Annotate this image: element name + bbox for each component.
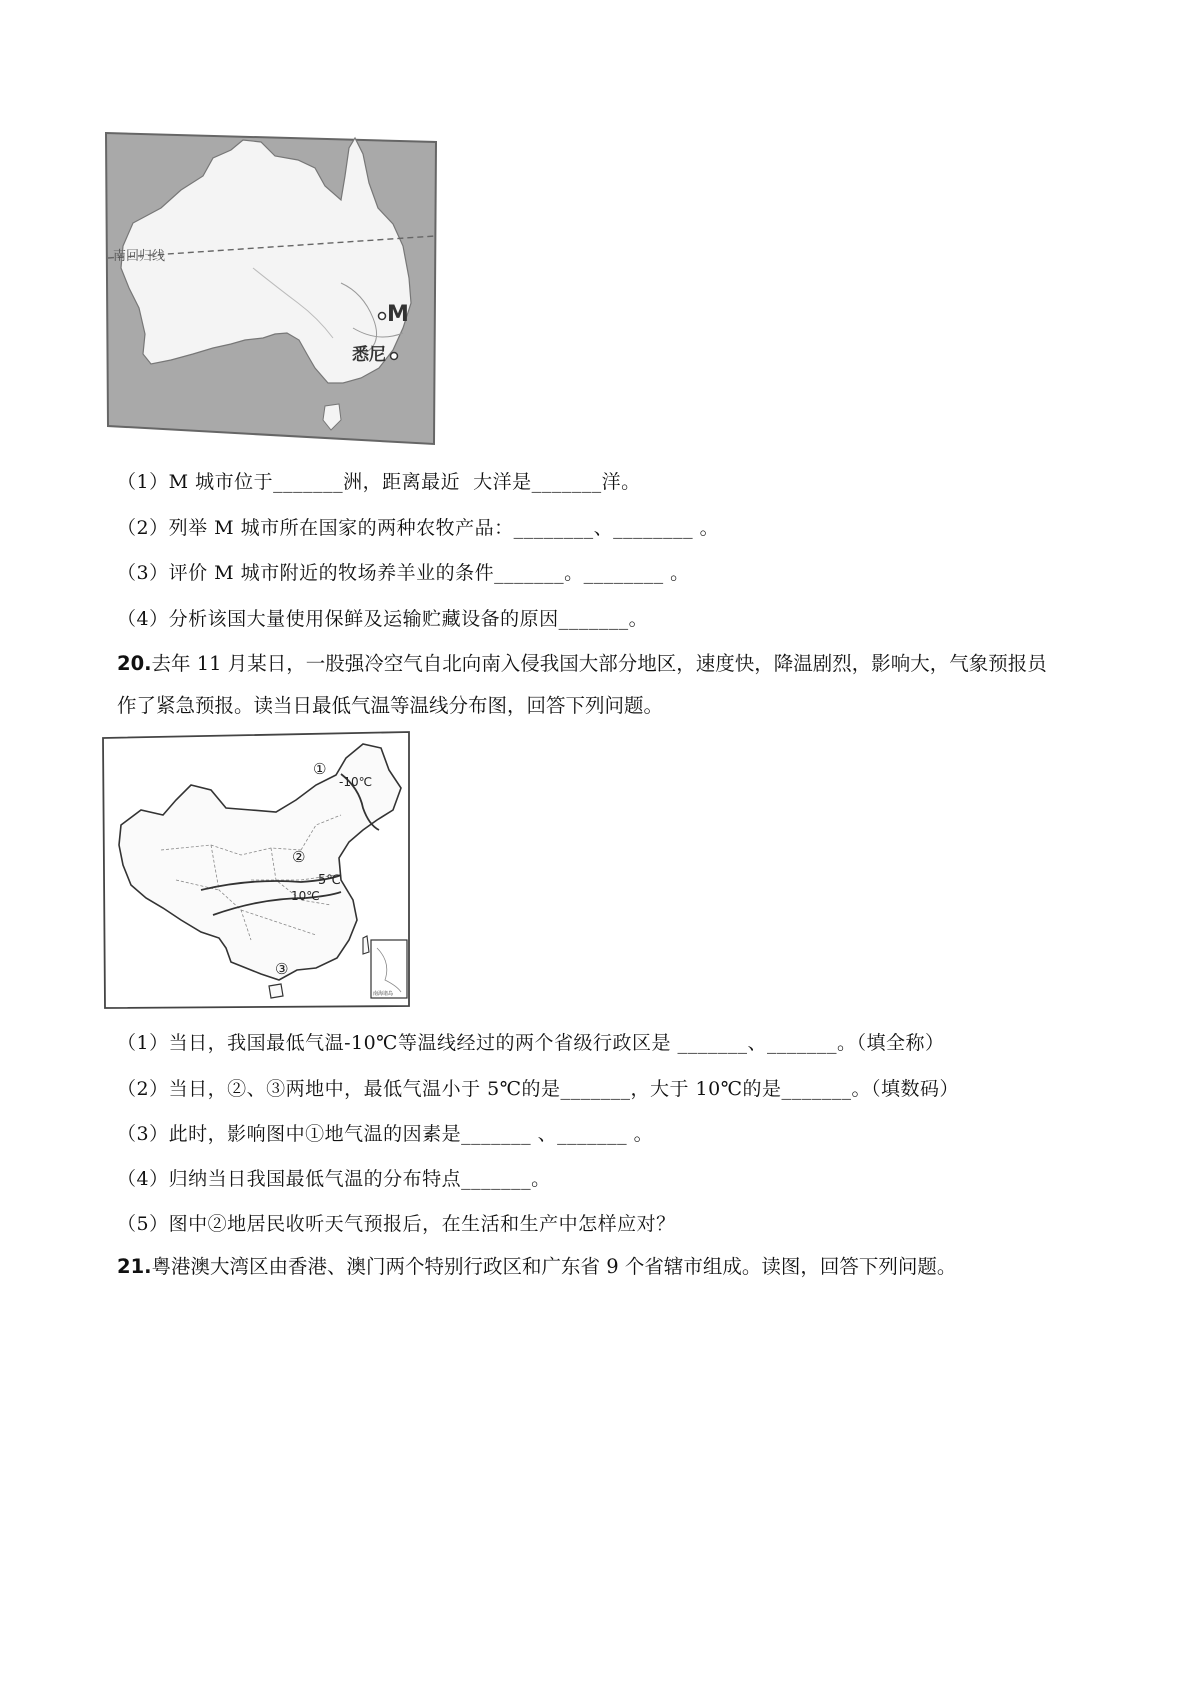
q20-stem-text1: 去年 11 月某日，一股强冷空气自北向南入侵我国大部分地区，速度快，降温剧烈，影响大，气象预报员 xyxy=(151,652,1047,675)
q20-sub5: （5）图中②地居民收听天气预报后，在生活和生产中怎样应对？ xyxy=(117,1213,676,1235)
q19-sub2: （2）列举 M 城市所在国家的两种农牧产品：________、________ 。 xyxy=(117,517,720,539)
q20-sub1: （1）当日，我国最低气温-10℃等温线经过的两个省级行政区是 _______、_______。（填全称） xyxy=(117,1032,945,1054)
q21-stem xyxy=(117,1255,956,1279)
q21-stem-text: 粤港澳大湾区由香港、澳门两个特别行政区和广东省 9 个省辖市组成。读图，回答下列问题。 xyxy=(151,1255,957,1278)
city-m-marker xyxy=(379,313,386,320)
q21-number: 21. xyxy=(117,1255,152,1278)
city-m-label: M xyxy=(387,302,409,327)
tropic-label: 南回归线 xyxy=(113,249,166,264)
q19-sub3: （3）评价 M 城市附近的牧场养羊业的条件_______。________ 。 xyxy=(117,562,690,584)
sydney-label: 悉尼 xyxy=(352,345,386,365)
isotherm-minus10-label: -10℃ xyxy=(339,775,373,789)
sydney-marker xyxy=(391,353,398,360)
hainan-island xyxy=(269,984,283,998)
inset-label: 南海诸岛 xyxy=(373,991,394,997)
china-map-svg xyxy=(101,730,413,1010)
q20-sub2: （2）当日，②、③两地中，最低气温小于 5℃的是_______，大于 10℃的是_______。（填数码） xyxy=(117,1078,959,1100)
south-china-sea-inset xyxy=(371,940,407,998)
point-2-label: ② xyxy=(292,848,306,866)
q20-sub4: （4）归纳当日我国最低气温的分布特点_______。 xyxy=(117,1168,551,1190)
q20-stem-line1 xyxy=(117,652,1047,676)
q20-sub3: （3）此时，影响图中①地气温的因素是_______ 、_______ 。 xyxy=(117,1123,654,1145)
australia-map xyxy=(103,128,439,446)
australia-map-svg xyxy=(103,128,439,446)
q20-number: 20. xyxy=(117,652,152,675)
q19-sub4: （4）分析该国大量使用保鲜及运输贮藏设备的原因_______。 xyxy=(117,608,649,630)
isotherm-10-label: 10℃ xyxy=(291,889,320,903)
isotherm-5-label: 5℃ xyxy=(318,873,341,888)
china-isotherm-map xyxy=(101,730,413,1010)
q19-sub1: （1）M 城市位于_______洲，距离最近 大洋是_______洋。 xyxy=(117,471,641,493)
q20-stem-line2: 作了紧急预报。读当日最低气温等温线分布图，回答下列问题。 xyxy=(117,694,664,717)
point-1-label: ① xyxy=(313,760,327,778)
point-3-label: ③ xyxy=(275,960,289,978)
